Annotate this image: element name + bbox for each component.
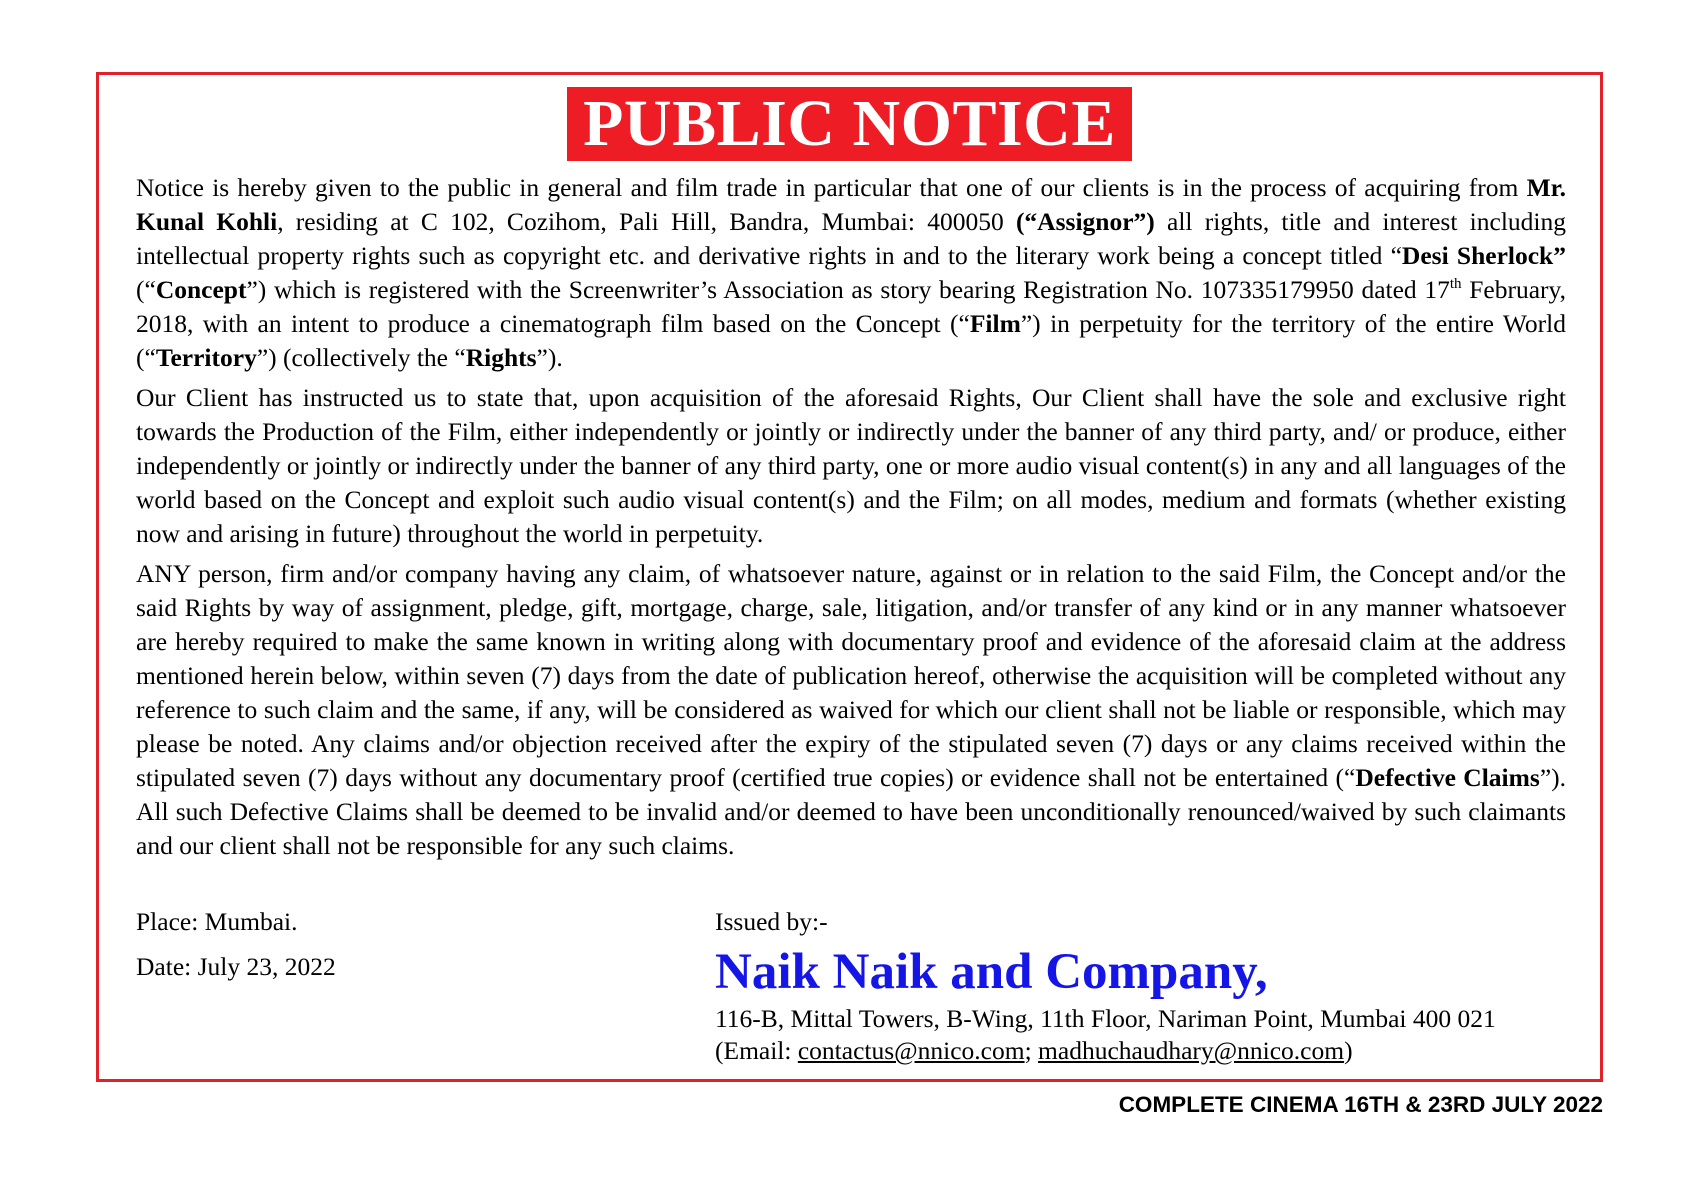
publication-footer: COMPLETE CINEMA 16TH & 23RD JULY 2022 (1118, 1092, 1603, 1117)
email-suffix: ) (1344, 1036, 1353, 1065)
date-line: Date: July 23, 2022 (136, 952, 336, 981)
company-name: Naik Naik and Company, (715, 944, 1268, 1000)
email-line (715, 1035, 1496, 1067)
p1-text-1: Notice is hereby given to the public in general and film trade in particular that one of our clients is in the process of acquiring from (136, 173, 1527, 202)
rights-term: Rights (465, 343, 537, 372)
p1-text-2: , residing at C 102, Cozihom, Pali Hill, Bandra, Mumbai: 400050 (277, 207, 1016, 236)
p1-text-9: ”). (536, 343, 563, 372)
page-title: PUBLIC NOTICE (567, 87, 1132, 161)
ordinal-suffix: th (1449, 276, 1462, 292)
company-address: 116-B, Mittal Towers, B-Wing, 11th Floor, Nariman Point, Mumbai 400 021 (715, 1004, 1496, 1033)
concept-title: Desi Sherlock” (1401, 241, 1566, 270)
paragraph-claims (136, 557, 1566, 863)
title-wrap (99, 87, 1600, 161)
concept-term: Concept (155, 275, 247, 304)
defective-claims-term: Defective Claims (1355, 763, 1540, 792)
p1-text-7: ”) in perpetuity for the territory of the entire World (“ (136, 309, 1567, 372)
paragraph-acquisition (136, 171, 1566, 375)
p2-text: Our Client has instructed us to state that, upon acquisition of the aforesaid Rights, Our Client shall have the sole and exclusive right towards the Production of the Film, either independently or jointly or indirectly under the banner of any third party, and/ or produce, either independently or jointly or indirectly under the banner of any third party, one or more audio visual content(s) in any and all languages of the world based on the Concept and exploit such audio visual content(s) and the Film; on all modes, medium and formats (whether existing now and arising in future) throughout the world in perpetuity. (136, 383, 1566, 548)
notice-frame (96, 72, 1603, 1082)
territory-term: Territory (155, 343, 257, 372)
p1-text-5: ”) which is registered with the Screenwriter’s Association as story bearing Registration No. 107335179950 dated 17 (246, 275, 1450, 304)
p1-text-8: ”) (collectively the “ (256, 343, 466, 372)
email-separator: ; (1024, 1036, 1039, 1065)
place-date-block (136, 905, 336, 995)
p3-text-1: ANY person, firm and/or company having any claim, of whatsoever nature, against or in relation to the said Film, the Concept and/or the said Rights by way of assignment, pledge, gift, mortgage, charge, sale, litigation, and/or transfer of any kind or in any manner whatsoever are hereby required to make the same known in writing along with documentary proof and evidence of the aforesaid claim at the address mentioned herein below, within seven (7) days from the date of publication hereof, otherwise the acquisition will be completed without any reference to such claim and the same, if any, will be considered as waived for which our client shall not be liable or responsible, which may please be noted. Any claims and/or objection received after the expiry of the stipulated seven (7) days or any claims received within the stipulated seven (7) days without any documentary proof (certified true copies) or evidence shall not be entertained (“ (136, 559, 1566, 792)
paragraph-client-rights (136, 381, 1566, 551)
film-term: Film (969, 309, 1021, 338)
assignor-term: (“Assignor”) (1015, 207, 1155, 236)
email-prefix: (Email: (715, 1036, 798, 1065)
issued-by-label: Issued by:- (715, 907, 828, 936)
p1-text-4: (“ (136, 275, 156, 304)
p1-text-3: all rights, title and interest including intellectual property rights such as copyright etc. and derivative rights in and to the literary work being a concept titled “ (136, 207, 1566, 270)
assignor-name: Mr. Kunal Kohli (136, 173, 1566, 236)
place-line: Place: Mumbai. (136, 907, 298, 936)
p1-text-6: February, 2018, with an intent to produce a cinematograph film based on the Concept (“ (136, 275, 1566, 338)
email-link-madhu[interactable]: madhuchaudhary@nnico.com (1038, 1036, 1345, 1065)
issuer-block (715, 905, 1496, 1067)
email-link-contactus[interactable]: contactus@nnico.com (797, 1036, 1025, 1065)
p3-text-2: ”). All such Defective Claims shall be deemed to be invalid and/or deemed to have been unconditionally renounced/waived by such claimants and our client shall not be responsible for any such claims. (136, 763, 1566, 860)
